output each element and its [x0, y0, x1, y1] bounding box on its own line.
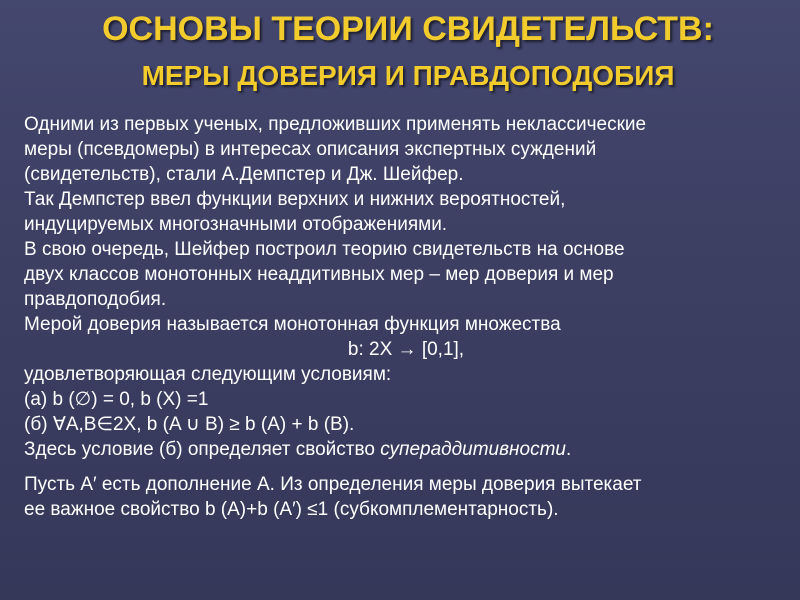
complement-line: Пусть A′ есть дополнение А. Из определения меры доверия вытекает	[24, 474, 642, 495]
condition-a: (а) b (∅) = 0, b (X) =1	[24, 389, 209, 410]
slide-body	[24, 112, 764, 522]
complement-line: ее важное свойство b (A)+b (A′) ≤1 (субкомплементарность).	[24, 499, 559, 520]
body-line: Так Демпстер ввел функции верхних и нижних вероятностей,	[24, 189, 566, 210]
property-note-prefix: Здесь условие (б) определяет свойство	[24, 439, 381, 460]
body-line: (свидетельств), стали А.Демпстер и Дж. Шейфер.	[24, 164, 464, 185]
paragraph-gap	[24, 462, 764, 472]
body-line: двух классов монотонных неаддитивных мер – мер доверия и мер	[24, 264, 614, 285]
body-line: меры (псевдомеры) в интересах описания экспертных суждений	[24, 139, 597, 160]
body-line: Мерой доверия называется монотонная функция множества	[24, 314, 561, 335]
conditions-intro: удовлетворяющая следующим условиям:	[24, 364, 392, 385]
property-note-term: супераддитивности	[380, 439, 566, 460]
formula-mapping: b: 2X → [0,1],	[347, 339, 465, 360]
body-line: правдоподобия.	[24, 289, 167, 310]
property-note	[24, 437, 764, 462]
body-line: индуцируемых многозначными отображениями.	[24, 214, 448, 235]
body-line: Одними из первых ученых, предложивших применять неклассические	[24, 114, 647, 135]
condition-b: (б) ∀A,B∈2X, b (A ∪ B) ≥ b (A) + b (B).	[24, 414, 355, 435]
slide-subtitle: МЕРЫ ДОВЕРИЯ И ПРАВДОПОДОБИЯ	[141, 60, 675, 91]
slide-title: ОСНОВЫ ТЕОРИИ СВИДЕТЕЛЬСТВ:	[102, 10, 714, 48]
body-line: В свою очередь, Шейфер построил теорию свидетельств на основе	[24, 239, 625, 260]
property-note-suffix: .	[565, 439, 572, 460]
